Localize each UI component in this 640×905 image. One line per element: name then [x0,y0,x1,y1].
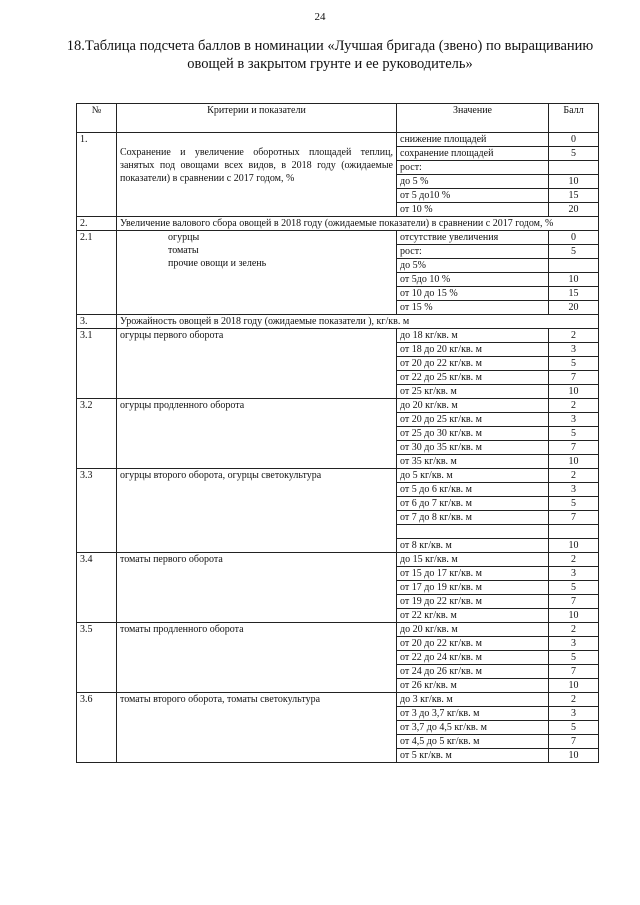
value-line: от 22 кг/кв. м [400,610,457,621]
value-line: от 26 кг/кв. м [400,680,457,691]
row-scores [549,231,599,315]
score-line: 2 [549,623,598,637]
row-num: 3. [77,315,117,329]
value-line: от 18 до 20 кг/кв. м [397,343,548,357]
value-line: от 20 до 25 кг/кв. м [397,413,548,427]
value-line: от 3 до 3,7 кг/кв. м [397,707,548,721]
table-row [77,623,599,693]
row-scores [549,329,599,399]
value-line: до 5 кг/кв. м [397,469,548,483]
row-num: 1. [77,133,117,217]
header-criteria: Критерии и показатели [117,104,397,133]
score-line: 3 [549,707,598,721]
row-scores [549,469,599,553]
score-line: 2 [549,399,598,413]
row-values [397,469,549,553]
score-line: 5 [549,651,598,665]
header-score: Балл [549,104,599,133]
row-criteria: огурцы продленного оборота [117,399,397,469]
score-line: 20 [568,302,579,313]
score-line: 15 [549,287,598,301]
row-values [397,623,549,693]
table-row [77,693,599,763]
value-line: от 19 до 22 кг/кв. м [397,595,548,609]
row-scores [549,553,599,623]
value-line: до 20 кг/кв. м [397,399,548,413]
header-value: Значение [397,104,549,133]
row-criteria: томаты первого оборота [117,553,397,623]
score-line: 2 [549,329,598,343]
page-number: 24 [314,11,326,23]
score-line: 10 [568,610,579,621]
score-line: 7 [549,595,598,609]
score-line: 7 [549,511,598,525]
value-line: сохранение площадей [397,147,548,161]
table-body [77,133,599,763]
value-line: от 4,5 до 5 кг/кв. м [397,735,548,749]
value-line: рост: [397,161,548,175]
score-line: 5 [549,147,598,161]
score-line: 5 [549,427,598,441]
score-line: 10 [549,273,598,287]
value-line: от 15 % [400,302,433,313]
value-line: от 5 кг/кв. м [400,750,452,761]
value-line: от 20 до 22 кг/кв. м [397,637,548,651]
score-line: 3 [549,483,598,497]
score-line: 10 [568,680,579,691]
value-line: от 35 кг/кв. м [400,456,457,467]
table-row [77,469,599,553]
score-table [76,103,599,763]
score-line: 0 [549,231,598,245]
row-values [397,553,549,623]
score-line: 20 [568,204,579,215]
row-criteria: огурцы первого оборота [117,329,397,399]
score-line [549,259,598,273]
score-spacer [549,525,598,539]
criteria-line: огурцы [168,232,200,243]
value-line: от 5 до10 % [397,189,548,203]
value-line: до 15 кг/кв. м [397,553,548,567]
value-line: до 18 кг/кв. м [397,329,548,343]
row-num: 3.4 [77,553,117,623]
row-values [397,133,549,217]
table-row [77,315,599,329]
value-line: от 15 до 17 кг/кв. м [397,567,548,581]
score-line: 10 [568,456,579,467]
value-line: отсутствие увеличения [397,231,548,245]
table-row [77,133,599,217]
score-line: 3 [549,637,598,651]
value-line: от 10 до 15 % [397,287,548,301]
score-line: 10 [568,540,579,551]
score-line [549,161,598,175]
row-num: 2.1 [77,231,117,315]
table-row [77,329,599,399]
row-criteria: Сохранение и увеличение оборотных площадей теплиц, занятых под овощами всех видов, в 2018 году (ожидаемые показатели) в сравнении с 2017 годом, % [117,133,397,217]
row-criteria: томаты продленного оборота [117,623,397,693]
row-scores [549,623,599,693]
row-criteria: огурцы второго оборота, огурцы светокультура [117,469,397,553]
table-header-row [77,104,599,133]
row-scores [549,133,599,217]
value-line: снижение площадей [397,133,548,147]
score-line: 7 [549,735,598,749]
row-num: 3.1 [77,329,117,399]
score-line: 3 [549,343,598,357]
row-num: 2. [77,217,117,231]
table-row [77,231,599,315]
row-values [397,329,549,399]
score-line: 5 [549,497,598,511]
table-row [77,399,599,469]
value-line: от 10 % [400,204,433,215]
value-line: от 6 до 7 кг/кв. м [397,497,548,511]
row-criteria: Увеличение валового сбора овощей в 2018 году (ожидаемые показатели) в сравнении с 2017 годом, % [117,217,599,231]
value-spacer [397,525,548,539]
score-line: 10 [549,175,598,189]
row-values [397,399,549,469]
score-line: 2 [549,693,598,707]
score-line: 3 [549,567,598,581]
score-line: 3 [549,413,598,427]
value-line: от 8 кг/кв. м [400,540,452,551]
score-line: 5 [549,245,598,259]
score-line: 7 [549,441,598,455]
row-num: 3.3 [77,469,117,553]
value-line: до 20 кг/кв. м [397,623,548,637]
row-num: 3.5 [77,623,117,693]
criteria-line: прочие овощи и зелень [168,258,267,269]
value-line: от 25 кг/кв. м [400,386,457,397]
value-line: от 5 до 6 кг/кв. м [397,483,548,497]
row-num: 3.2 [77,399,117,469]
value-line: до 5% [397,259,548,273]
row-criteria [117,231,397,315]
row-scores [549,693,599,763]
table-row [77,553,599,623]
value-line: от 24 до 26 кг/кв. м [397,665,548,679]
score-line: 5 [549,581,598,595]
value-line: рост: [397,245,548,259]
score-line: 0 [549,133,598,147]
score-line: 2 [549,553,598,567]
value-line: от 7 до 8 кг/кв. м [397,511,548,525]
score-line: 15 [549,189,598,203]
value-line: от 5до 10 % [397,273,548,287]
row-criteria: Урожайность овощей в 2018 году (ожидаемые показатели ), кг/кв. м [117,315,599,329]
page-title: 18.Таблица подсчета баллов в номинации «Лучшая бригада (звено) по выращиванию овощей в закрытом грунте и ее руководитель» [66,38,594,72]
value-line: до 5 % [397,175,548,189]
value-line: до 3 кг/кв. м [397,693,548,707]
row-num: 3.6 [77,693,117,763]
row-scores [549,399,599,469]
score-line: 5 [549,357,598,371]
score-line: 10 [568,750,579,761]
score-line: 7 [549,371,598,385]
value-line: от 30 до 35 кг/кв. м [397,441,548,455]
score-line: 7 [549,665,598,679]
value-line: от 17 до 19 кг/кв. м [397,581,548,595]
score-line: 10 [568,386,579,397]
value-line: от 20 до 22 кг/кв. м [397,357,548,371]
row-criteria: томаты второго оборота, томаты светокультура [117,693,397,763]
score-line: 5 [549,721,598,735]
value-line: от 3,7 до 4,5 кг/кв. м [397,721,548,735]
value-line: от 22 до 25 кг/кв. м [397,371,548,385]
row-values [397,693,549,763]
row-values [397,231,549,315]
header-num: № [77,104,117,133]
criteria-line: томаты [168,245,199,256]
table-row [77,217,599,231]
value-line: от 25 до 30 кг/кв. м [397,427,548,441]
value-line: от 22 до 24 кг/кв. м [397,651,548,665]
score-line: 2 [549,469,598,483]
